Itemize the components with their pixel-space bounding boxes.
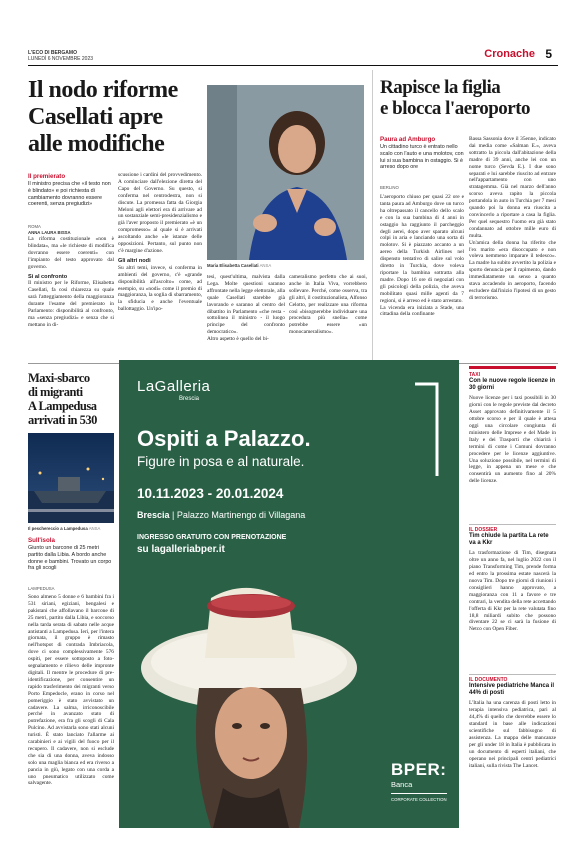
lead-title: Il nodo riforme Casellati apre alle modifiche: [28, 77, 178, 157]
airport-title: Rapisce la figlia e blocca l'aeroporto: [380, 77, 531, 119]
lead-summary: Il ministro precisa che «il testo non è blindato» e poi richiesta di cambiamento dovranno essere coerenti, senza pregiudizi»: [28, 181, 111, 208]
lead-col1: La riforma costituzionale «non è blindata», ma «le richieste di modifica dovranno essere coerenti» con l'impianto del testo approvato dal governo. Si al confronto Il ministro per le Riforme, Elisabetta Casellati, fa così chiarezza su quale sarà l'atteggiamento della maggioranza durante l'esame del premierato in Parlamento: disponibilità al confronto, ma «senza pregiudizi» e senza che si mettano in di-: [28, 236, 114, 328]
lead-byline: ROMA ANNA LAURA BISSA: [28, 224, 71, 235]
sidebar-top-accent: [469, 366, 556, 369]
column-divider: [372, 70, 373, 360]
ad-subheadline: Figure in posa e al naturale.: [137, 454, 305, 469]
lead-col3: tesi, quest'ultima, malvista dalla Lega. Molte questioni saranno affrontate nella legge elettorale, alla quale Casellati starebbe già lavorando e saranno al centro del dibattito in Parlamento «che resta - sottolinea il ministro - il luogo principe del confronto democratico». Altro aspetto è quello del bi-: [207, 274, 285, 343]
airport-col1: L'aeroporto chiuso per quasi 22 ore e tanta paura ad Amburgo dove un turco ha oltrepassato il cancello dello scalo e con la sua bambina di 4 anni in ostaggio ha raggiunto il parcheggio degli aerei, dopo aver sparato alcuni colpi in aria e lanciando una sorta di molotov. Si è piazzato accanto a un aereo della Turkish Airlines nel dispensto tentativo di salire sul volo diretto in Turchia, dove voleva riportare la bambina sottratta alla madre. Dopo 16 ore di negoziati con gli psicologi della polizia, che aveva mobilitato quasi mille agenti da 7 regioni, si è arreso ed è stato arrestato. La vicenda era iniziata a Stade, una cittadina della confinante: [380, 194, 464, 318]
publication-date: LUNEDÌ 6 NOVEMBRE 2023: [28, 56, 94, 62]
portrait-illustration: [207, 85, 364, 260]
ad-dates: 10.11.2023 - 20.01.2024: [137, 486, 284, 501]
casellati-photo: [207, 85, 364, 260]
ad-headline: Ospiti a Palazzo.: [137, 426, 311, 451]
boat-photo-caption: Il peschereccio a Lampedusa ANSA: [28, 526, 101, 531]
ad-brand: LaGalleria Brescia: [137, 378, 211, 402]
migrants-text: Sono almeno 5 donne e 6 bambini fra i 531 siriani, egiziani, bengalesi e pakistani che affollavano il barcone di 25 metri, partito dalla Libia, e soccorso nella tarda serata di sabato nelle acque antistanti a Lampedusa. Ieri, per l'intera giornata, il gruppo è rimasto nell'hotspot di contrada Imbriacola, dove ci sono complessivamente 576 ospiti, per essere sottoposto a foto-segnalamento e rilievo delle impronte digitali. Il mentre le procedure di pre-identificazione, per consentire un rapido trasferimento dei migranti verso Porto Empedocle, erano in corso nel pomeriggio è stato avvistato un cadavere. La salma, irriconoscibile perché in avanzato stato di putrefazione, era fra gli scogli di Cala Pulcino. Ad avvistarla sono stati alcuni turisti. È stato lanciato l'allarme ai carabinieri e ai vigili del fuoco per il recupero. Il cadavere, non si esclude che sia di una donna, aveva indosso solo una maglia bianca ed era riverso a pancia in giù, legato con una corda a uno pneumatico utilizzato come salvagente.: [28, 594, 114, 787]
header-rule: [28, 65, 558, 66]
publication-name: L'ECO DI BERGAMO: [28, 50, 77, 56]
lead-col4: cameralismo perfetto che ai suoi, anche in Italia Viva, vorrebbero sollevare. Perché, come osserva, tra gli altri, il costituzionalista, Alfonso Celotto, per realizzare una riforma così «bisognerebbe individuare una procedura più snella» come potrebbe essere «un monocameralismo».: [289, 274, 367, 336]
sidebar-taxi: TAXI Con le nuove regole licenze in 30 giorni Nuove licenze per i taxi possibili in 30 giorni con le regole previste dal decreto Asset approvato definitivamente il 5 ottobre scorso e per il quale è attesa oggi una circolare congiunta di ministero delle Imprese e del Made in Italy e dei Trasporti che chiarirà i termini di come i Comuni dovranno procedere per le licenze aggiuntive. Una soluzione possibile, nel termini di legge, in appena un mese e che consentirà un aumento fino al 20% delle licenze.: [469, 372, 556, 485]
harbor-illustration: [28, 433, 114, 523]
boat-photo: [28, 433, 114, 523]
migrants-byline: LAMPEDUSA: [28, 586, 55, 591]
migrants-kicker: Sull'isola: [28, 537, 55, 544]
ad-sponsor: BPER: Banca CORPORATE COLLECTION: [391, 760, 447, 802]
ad-venue: Brescia | Palazzo Martinengo di Villagana: [137, 510, 306, 520]
sidebar-dossier: IL DOSSIER Tim chiude la partita La rete va a Kkr La trasformazione di Tim, disegnata oltre un anno fa, nel luglio 2022 con il piano Transforming Tim, prende forma ed entro la prossima estate nascerà la nuova Tim. Dopo tre giorni di riunioni i consiglieri hanno approvato, a maggioranza con 11 a favore e tre contrari, la vendita della rete accettando l'offerta di Kkr per la rete valutata fino 18,8 miliardi subito che possono diventare 22 se ci sarà la fusione di Netco con Open Fiber.: [469, 527, 556, 633]
migrants-summary: Giunto un barcone di 25 metri partito dalla Libia. A bordo anche donne e bambini. Trovato un corpo fra gli scogli: [28, 545, 112, 572]
airport-byline: BERLINO: [380, 185, 399, 190]
airport-kicker: Paura ad Amburgo: [380, 136, 436, 143]
lead-kicker: Il premierato: [28, 173, 66, 180]
masthead: [28, 50, 93, 62]
casellati-photo-caption: Maria Elisabetta Casellati ANSA: [207, 263, 272, 268]
portrait-painting: [139, 558, 399, 828]
migrants-title: Maxi-sbarco di migranti A Lampedusa arrivati in 530: [28, 371, 97, 427]
ad-website[interactable]: su lagalleriabper.it: [137, 544, 225, 555]
sidebar-divider-2: [469, 674, 556, 675]
frame-corner-icon: [411, 380, 441, 480]
airport-summary: Un cittadino turco è entrato nello scalo con l'auto e una molotov, con lui si sua bambina in ostaggio. Si è arreso dopo ore: [380, 144, 464, 171]
ad-free-entry: INGRESSO GRATUITO CON PRENOTAZIONE: [137, 534, 287, 541]
lead-col2: scussione i cardini del provvedimento. A cominciare dall'elezione diretta del Capo del Governo. Su questo, si conferma nel centrodestra, non si discute. La promessa fatta da Giorgia Meloni agli elettori era di arrivare ad un sostanziale semi-presidenzialismo e già l'aver proposto il premierato «è un compromesso» al quale si è arrivati ascoltando anche «le istanze delle opposizioni. Pertanto, sul punto non c'è margine d'azione. Gli altri nodi Su altri temi, invece, si conferma in ambienti del governo, c'è «grande disponibilità all'ascolto» come, ad esempio, su «nodi» come il premio di maggioranza, la soglia di sbarramento, la sfiducia e anche l'eventuale ballottaggio. Un'ipo-: [118, 172, 202, 313]
sidebar-document: IL DOCUMENTO Intensive pediatriche Manca il 44% di posti L'Italia ha una carenza di posti letto in terapia intensiva pediatrica, pari al 44,4% di quello che dovrebbe essere lo standard in base alle indicazioni scientifiche sul fabbisogno di assistenza. La mappa delle mancanze per gli under 18 in Italia è pubblicata in un documento di esperti italiani, che operano nei principali centri pediatrici italiani, sulla rivista The Lancet.: [469, 677, 556, 769]
sidebar-divider-1: [469, 524, 556, 525]
airport-col2: Bassa Sassonia dove il 35enne, indicato dai media come «Salman E.», aveva sottratto la piccola dall'abitazione della madre di 39 anni, anche lei con un nome turco (Sevda E.). I due sono separati e lui sarebbe riuscito ad entrare nell'appartamento con uno stratagemma. Già nel marzo dell'anno scorso aveva rapito la piccola portandola in auto in Turchia per 7 mesi quando poi la donna era riuscita a convincerlo a riportare a casa la figlia. Per quel sequestro l'uomo era già stato condannato ad ottobre mille euro di multa. Un'amica della donna ha riferito che l'ex marito «era disoccupato e non voleva nemmeno imparare il tedesco». La madre ha subito avvertito la polizia e sporto denuncia per il rapimento, dando immediatamente un senso a quanto stava accadendo in aeroporto, facendo escludere dall'inizio l'ipotesi di un gesto di terrorismo.: [469, 136, 556, 301]
page-number: 5: [545, 47, 552, 61]
exhibition-ad: [119, 360, 459, 828]
section-name: Cronache: [484, 48, 535, 60]
